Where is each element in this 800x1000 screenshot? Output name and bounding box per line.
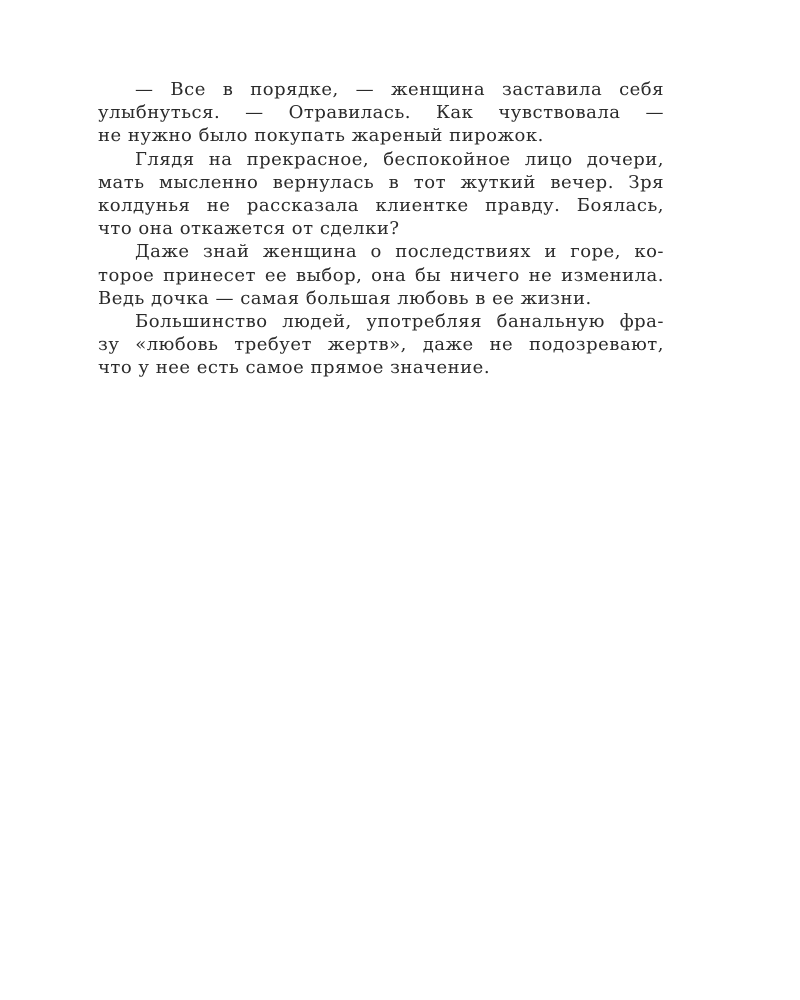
text-line: Ведь дочка — самая большая любовь в ее жизни. [98,287,592,309]
text-line: зу «любовь требует жертв», даже не подозревают, [98,334,664,356]
paragraph-1 [98,78,664,148]
paragraph-3 [98,240,664,310]
text-line: Даже знай женщина о последствиях и горе, ко- [135,241,664,263]
text-line: мать мысленно вернулась в тот жуткий вечер. Зря [98,171,664,193]
text-line: что у нее есть самое прямое значение. [98,357,491,379]
text-line: что она откажется от сделки? [98,218,400,240]
text-line: Большинство людей, употребляя банальную фра- [135,311,664,333]
text-line: улыбнуться. — Отравилась. Как чувствовала — [98,102,664,124]
text-line: торое принесет ее выбор, она бы ничего не изменила. [98,264,664,286]
text-line: не нужно было покупать жареный пирожок. [98,125,544,147]
paragraph-4 [98,310,664,380]
text-line: колдунья не рассказала клиентке правду. Боялась, [98,195,664,217]
text-line: Глядя на прекрасное, беспокойное лицо дочери, [135,148,664,170]
text-line: — Все в порядке, — женщина заставила себя [135,79,664,100]
paragraph-2 [98,148,664,241]
body-text [98,78,664,380]
